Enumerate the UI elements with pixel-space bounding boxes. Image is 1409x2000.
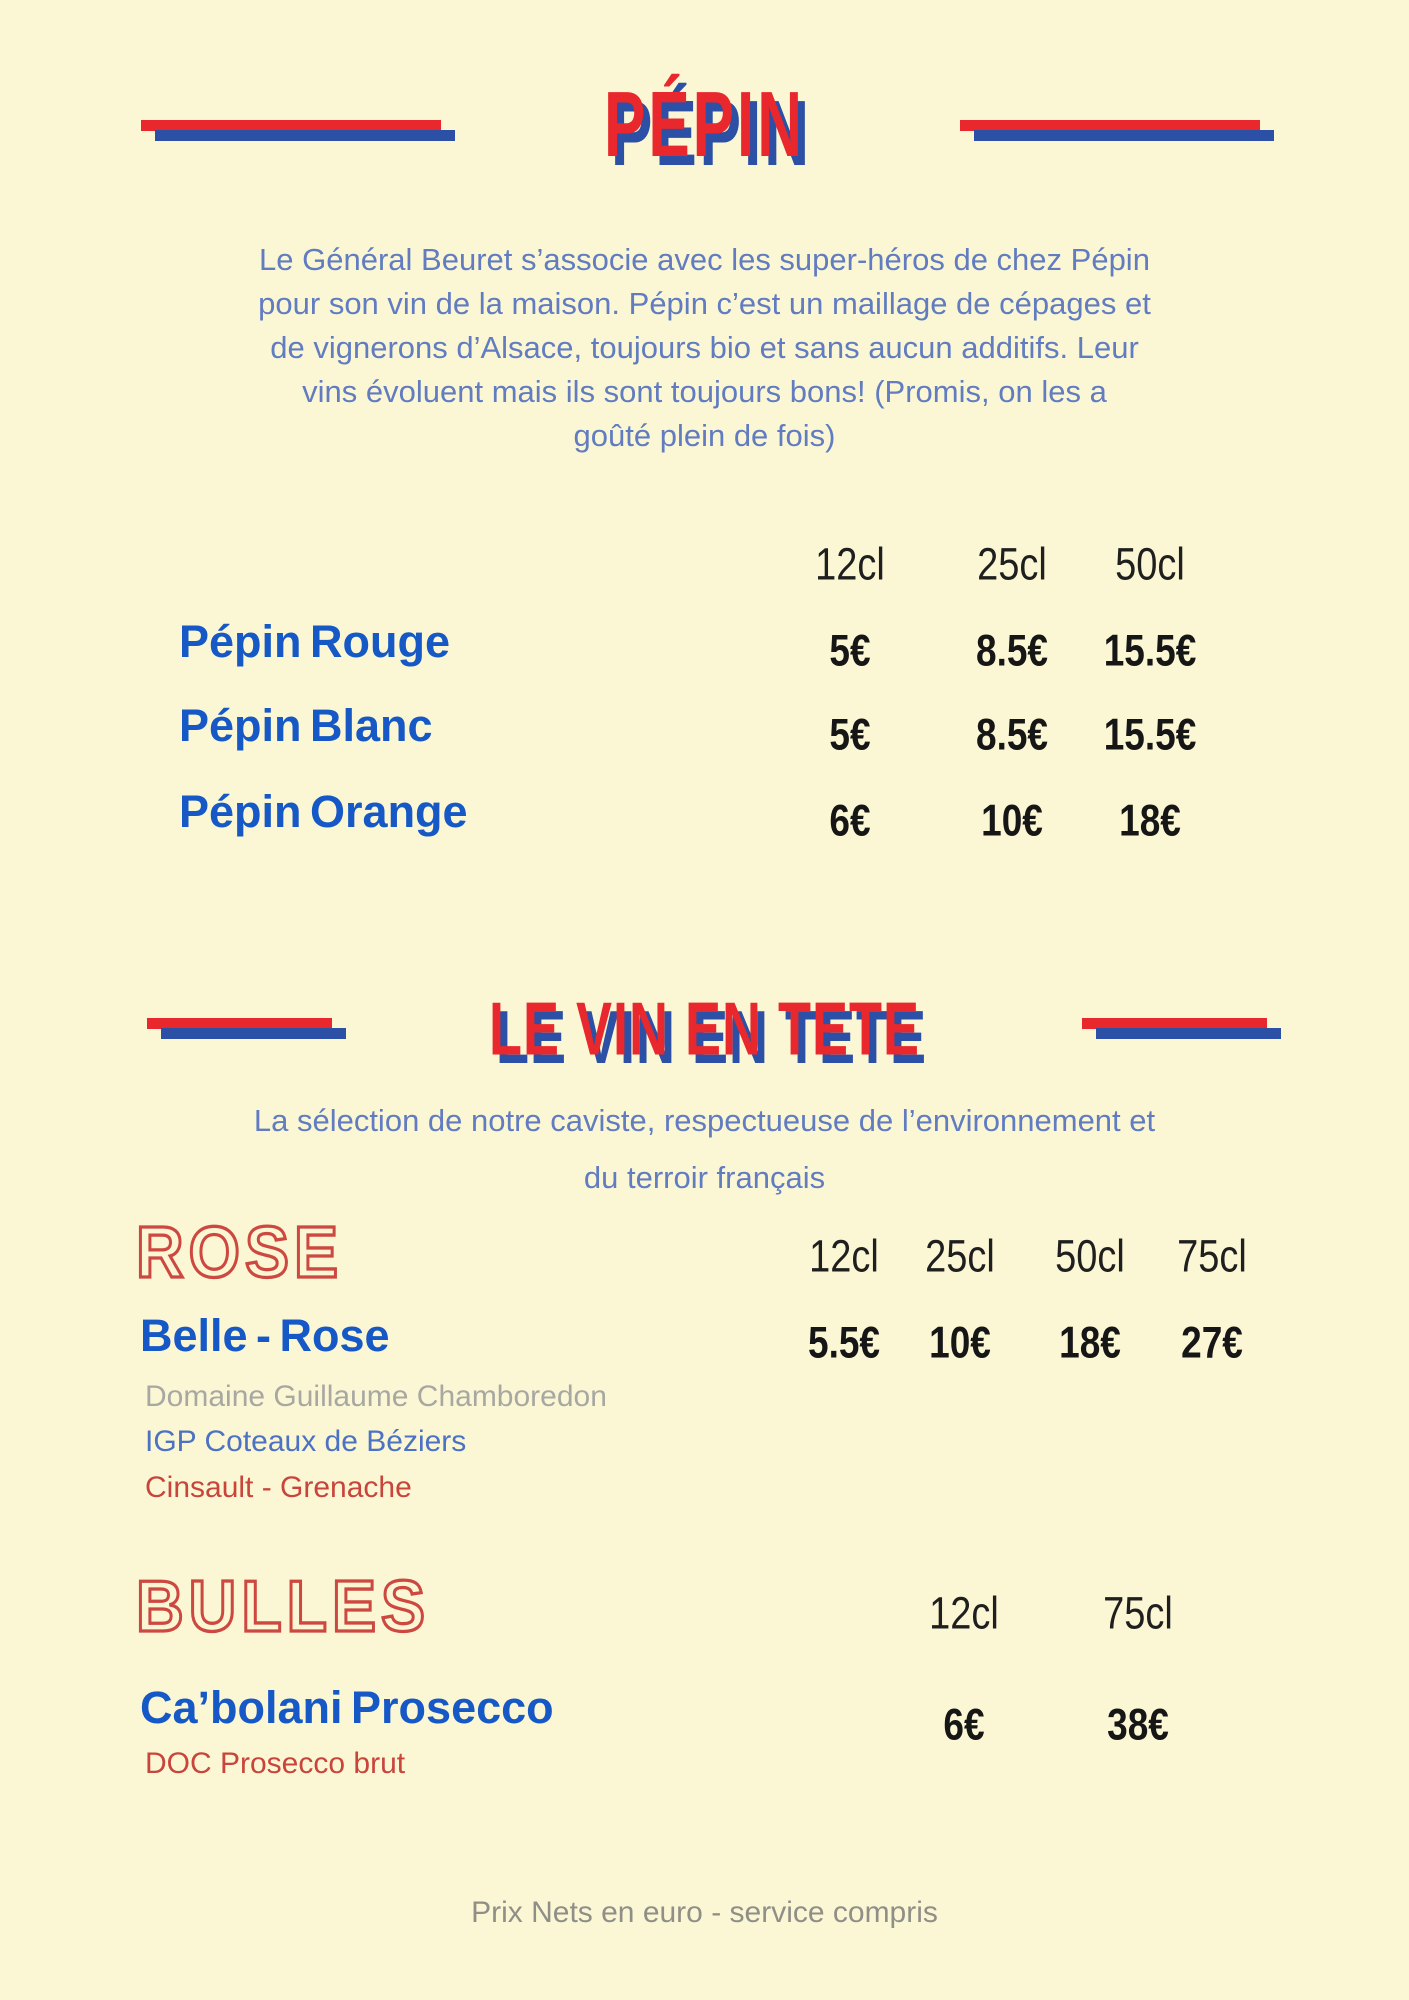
wine-row [0,1310,1409,1370]
wine-detail-cepages: Cinsault - Grenache [145,1471,412,1504]
divider-blue-bar [1096,1028,1281,1039]
size-header: 50cl [1115,540,1185,591]
size-header: 50cl [1055,1232,1125,1283]
wine-price: 8.5€ [975,626,1049,676]
wine-row [0,700,1409,760]
wine-detail-appellation: DOC Prosecco brut [145,1747,406,1780]
wine-price: 8.5€ [975,710,1049,760]
wine-price: 6€ [829,796,871,846]
wine-name: Pépin Rouge [179,616,451,667]
divider-line-right [960,120,1260,142]
size-header: 25cl [925,1232,995,1283]
wine-name: Pépin Blanc [179,700,433,751]
size-header: 75cl [1177,1232,1247,1283]
size-header: 12cl [815,540,885,591]
intro-paragraph [0,238,1409,458]
intro-line: pour son vin de la maison. Pépin c’est un maillage de cépages et [258,286,1151,321]
section-title: LE VIN EN TETE [488,987,921,1072]
wine-price: 5.5€ [807,1318,881,1368]
wine-name: Ca’bolani Prosecco [140,1682,554,1733]
wine-price: 18€ [1119,796,1181,846]
divider-line-right [1082,1018,1267,1040]
wine-price: 27€ [1181,1318,1243,1368]
size-header: 75cl [1103,1589,1173,1640]
size-header: 25cl [977,540,1047,591]
size-header: 12cl [929,1589,999,1640]
bulles-size-header-row [0,1589,1409,1649]
subtitle-line: du terroir français [583,1160,826,1195]
bulles-heading: BULLES [136,1565,430,1647]
footer-note: Prix Nets en euro - service compris [471,1896,938,1929]
intro-line: Le Général Beuret s’associe avec les super-héros de chez Pépin [259,242,1150,277]
wine-row [0,786,1409,846]
wine-price: 5€ [829,710,871,760]
rose-size-header-row [0,1232,1409,1292]
wine-detail-domaine: Domaine Guillaume Chamboredon [145,1380,607,1413]
page-title: PÉPIN [603,73,806,177]
intro-line: goûté plein de fois) [573,418,836,453]
size-header: 12cl [809,1232,879,1283]
subtitle-line: La sélection de notre caviste, respectueuse de l’environnement et [253,1103,1156,1138]
wine-row [0,1682,1409,1750]
wine-price: 38€ [1107,1700,1169,1750]
wine-name: Pépin Orange [179,786,468,837]
wine-price: 10€ [981,796,1043,846]
section-subtitle [0,1092,1409,1206]
wine-price: 6€ [943,1700,985,1750]
intro-line: de vignerons d’Alsace, toujours bio et sans aucun additifs. Leur [270,330,1139,365]
wine-price: 15.5€ [1103,626,1197,676]
rose-heading: ROSE [136,1211,344,1293]
wine-name: Belle - Rose [140,1310,390,1361]
wine-price: 10€ [929,1318,991,1368]
wine-price: 5€ [829,626,871,676]
wine-detail-appellation: IGP Coteaux de Béziers [145,1425,467,1458]
wine-price: 18€ [1059,1318,1121,1368]
intro-line: vins évoluent mais ils sont toujours bons! (Promis, on les a [302,374,1107,409]
pepin-size-header-row [0,540,1409,600]
wine-price: 15.5€ [1103,710,1197,760]
divider-blue-bar [974,130,1274,141]
wine-row [0,616,1409,676]
